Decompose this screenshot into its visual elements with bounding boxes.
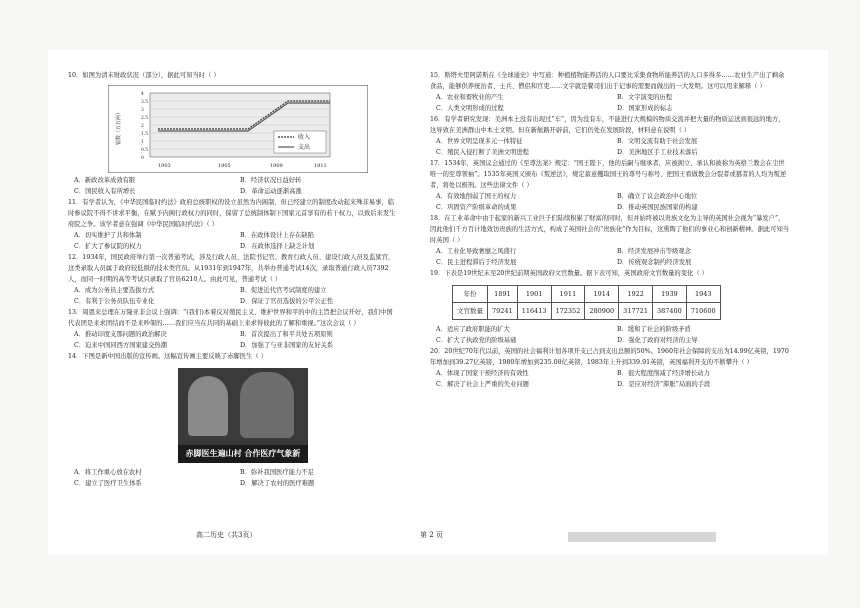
option-b: B．经济发展冲击等级观念	[617, 248, 691, 255]
option-b: B．弥补我国医疗能力不足	[240, 469, 314, 476]
option-b: B．促进近代官考试制度的建立	[240, 287, 327, 294]
redaction-box	[568, 532, 716, 542]
question-14	[68, 351, 398, 489]
options	[430, 136, 790, 158]
table-header-cell: 文官数量	[453, 303, 488, 320]
question-stem: 13．周恩来总理在万隆亚非会议上强调：“(我们)本着反对殖民主义、维护世界和平的中的主旨把会议开好，我们中国代表团是来求团结而不是来吵架的……我们应当在共同的基础上来求得彼此的了解和重视。”这次会议（ ）	[68, 309, 393, 327]
table-cell: 1939	[653, 286, 687, 303]
options	[68, 329, 398, 351]
x-tick: 1911	[314, 163, 327, 169]
question-15	[430, 70, 790, 114]
poster-banner-text: 赤脚医生遍山村 合作医疗气象新	[178, 445, 308, 463]
option-b: B．在政体设计上存在缺陷	[240, 232, 314, 239]
option-a: A．适应了政府职能的扩大	[436, 326, 510, 333]
option-d: D．保证了官员选拔的公平公正性	[240, 298, 334, 305]
table-cell: 1922	[619, 286, 653, 303]
option-a: A．将工作重心放在农村	[74, 469, 142, 476]
option-b: B．经济状况日益好转	[240, 177, 302, 184]
option-a: A．农业和畜牧业的产生	[436, 94, 504, 101]
table-cell: 1901	[517, 286, 551, 303]
y-tick: 3	[141, 108, 144, 113]
options	[430, 324, 790, 346]
option-d: D．加强了与亚非国家的友好关系	[240, 342, 334, 349]
option-a: A．世界文明呈现多元一体特征	[436, 138, 523, 145]
question-stem: 11．有学者认为，《中华民国临时约法》政府总统职权的设立虽然为内阁制，但已经建立的制度改动起来殊非易事，临时参议院不得不讲求平衡，在赋予内阁行政权力的同时，保留了总统制体制下国家元首享有的若干权力，以致后来发生府院之争。该学者意在强调《中华民国临时约法》（ ）	[68, 199, 396, 228]
question-stem: 19．下表是19世纪末至20世纪前期英国政府文官数量。据下表可知，英国政府文官数量的变化（ ）	[430, 270, 708, 277]
options	[68, 230, 398, 252]
option-d: D．解决了农村的医疗难题	[240, 480, 315, 487]
option-d: D．强化了政府对经济的主导	[617, 337, 698, 344]
table-header-cell: 年份	[453, 286, 488, 303]
question-13	[68, 307, 398, 351]
question-10	[68, 70, 398, 197]
option-a: A．工业化导致奢靡之风盛行	[436, 248, 517, 255]
table-cell: 1943	[686, 286, 720, 303]
option-d: D．推动英国民族国家的构建	[617, 204, 698, 211]
right-column	[430, 70, 790, 390]
option-a: A．成为公务员主要选拔方式	[74, 287, 155, 294]
table-cell: 1914	[585, 286, 619, 303]
footer-page-count: 高二历史（共3页）	[196, 531, 257, 539]
option-b: B．文字演变的历程	[617, 94, 673, 101]
options	[430, 368, 790, 390]
y-tick: 3.5	[141, 100, 149, 105]
option-b: B．很大程度削减了经济增长动力	[617, 370, 710, 377]
option-c: C．巩固资产阶级革命的成果	[436, 204, 517, 211]
table-cell: 79241	[488, 303, 518, 320]
y-tick: 2	[141, 124, 144, 129]
question-12	[68, 252, 398, 307]
option-c: C．殖民入侵打断了美洲文明进程	[436, 149, 529, 156]
x-tick: 1903	[158, 163, 171, 169]
option-c: C．迫来中国同西方国家建交热潮	[74, 342, 167, 349]
y-tick: 1	[141, 140, 144, 145]
table-cell: 280900	[585, 303, 619, 320]
option-d: D．传统观念制约经济发展	[617, 259, 692, 266]
option-a: A．体现了国家干预经济的有效性	[436, 370, 529, 377]
y-tick: 4	[141, 92, 144, 97]
option-d: D．是应对经济“滞胀”局面的手段	[617, 381, 711, 388]
table-cell: 1891	[488, 286, 518, 303]
option-d: D．美洲地区手工业技术落后	[617, 149, 698, 156]
question-11	[68, 197, 398, 252]
finance-chart	[108, 85, 368, 173]
table-cell: 710600	[686, 303, 720, 320]
y-axis-label: 银数（万万两）	[116, 109, 122, 145]
options	[430, 191, 790, 213]
finance-chart-svg	[108, 85, 368, 173]
table-cell: 387400	[653, 303, 687, 320]
left-column	[68, 70, 398, 489]
question-stem: 18．在工业革命中由于起家的新兴工业巨子们陆续积累了财富的同时，但并始终被以贵族文化为主导的英国社会视为“暴发户”，因此他们千方百计地效仿贵族的生活方式，构成了英国社会的“贵族化”作为目标，这熏陶了他们的事业心和创新精神。据此可知当时英国（ ）	[430, 215, 790, 244]
option-d: D．国家形成的标志	[617, 105, 673, 112]
option-b: B．文明交流有助于社会发展	[617, 138, 698, 145]
options	[430, 92, 790, 114]
options	[68, 175, 398, 197]
option-c: C．有利于公务员队伍专业化	[74, 298, 155, 305]
barefoot-doctor-poster	[178, 368, 308, 463]
table-cell: 317721	[619, 303, 653, 320]
option-c: C．扩大了执政党的阶级基础	[436, 337, 517, 344]
table-cell: 116413	[517, 303, 551, 320]
x-tick: 1905	[218, 163, 231, 169]
option-c: C．建立了医疗卫生体系	[74, 480, 142, 487]
options	[68, 467, 398, 489]
y-tick: 1.5	[141, 132, 149, 137]
table-cell: 172352	[551, 303, 585, 320]
option-a: A．推动印度支那问题的政治解决	[74, 331, 167, 338]
question-17	[430, 158, 790, 213]
option-a: A．有效地削弱了国王的权力	[436, 193, 517, 200]
question-stem: 17．1534年，英国议会通过的《至尊法案》规定：“国王陛下，他的后嗣与继承者，应被拥立、承认和被称为英格兰教会在尘世唯一的至尊领袖”。1535年英国又颁布《叛逆法》，规定蓄意攫取国王的尊号与称号、把国王看做教会分裂者或篡者的人均为叛逆者，将处以极刑。这些法律文件（ ）	[430, 160, 787, 189]
question-stem: 10．如图为清末财政状况（部分），据此可知当时（ ）	[68, 72, 220, 79]
civil-servant-table	[452, 285, 721, 320]
footer-page-number: 第 2 页	[420, 531, 443, 539]
options	[430, 246, 790, 268]
options	[68, 285, 398, 307]
question-16	[430, 114, 790, 158]
question-20	[430, 346, 790, 390]
option-d: D．在政体选择上缺乏计划	[240, 243, 315, 250]
x-tick: 1909	[270, 163, 283, 169]
option-c: C．民主进程滞后于经济发展	[436, 259, 517, 266]
question-stem: 12．1934年，国民政府举行第一次普通考试，涉及行政人员、法院书记官、教育行政人员、建设行政人员及监狱官，这类录取人员属于政府较低级的技术类官员。从1931年到1947年，共举办普通考试14次，录取普通行政人员7392人，而同一时期的高等考试只录取了官员6210人。由此可见，普通考试（ ）	[68, 254, 395, 283]
y-tick: 0	[141, 156, 144, 161]
question-stem: 20．20世纪70年代以前，英国的社会福利计划各项开支已占到支出总额的50%。1960年社会保障的支出为14.99亿英镑，1970年增加到39.27亿英镑，1980年增加到235.08亿英镑，1983年上升到339.91英镑，英国福利开支的不断攀升（ ）	[430, 348, 789, 366]
poster-figure-doctor	[188, 376, 228, 436]
poster-figure-farmer	[240, 372, 294, 438]
question-stem: 15．斯塔夫里阿诺斯在《全球通史》中写道：种植植物能养活的人口要比采集食物所能养活的人口多得多……农业生产出了剩余食品，能够供养统治者、士兵、僧侣和官吏……文字就是餐司们出于记事的需要而做出的一大发明。这可以用来解释（ ）	[430, 72, 785, 90]
option-c: C．国民收入有所增长	[74, 188, 136, 195]
y-tick: 2.5	[141, 116, 149, 121]
option-c: C．解决了社会上严重的失业问题	[436, 381, 529, 388]
table-row-years	[453, 286, 721, 303]
option-c: C．人类文明形成的过程	[436, 105, 504, 112]
question-19	[430, 268, 790, 346]
table-cell: 1911	[551, 286, 585, 303]
option-a: A．新政改革成效有限	[74, 177, 136, 184]
question-stem: 16．有学者研究发现：美洲本土没有出现过“车”，因为没有车，不能进行大规模的物质交流并把大量的物质运送到很远的地方，这导致在美洲群山中本土文明。但在新航路开辟前，它们仍处在发展阶段，材料意在说明（ ）	[430, 116, 785, 134]
question-18	[430, 213, 790, 268]
option-c: C．扩大了参议院的权力	[74, 243, 142, 250]
option-d: D．革命运动逐渐高涨	[240, 188, 302, 195]
question-stem: 14．下图是新中国出版的宣传画。这幅宣传画主要反映了赤脚医生（ ）	[68, 353, 267, 360]
option-b: B．首次提出了和平共处五项原则	[240, 331, 333, 338]
legend-expense: 支出	[298, 144, 311, 151]
y-tick: 0.5	[141, 148, 149, 153]
legend-income: 收入	[298, 134, 311, 141]
option-a: A．切实维护了共和体制	[74, 232, 142, 239]
option-b: B．确立了议会政治中心地位	[617, 193, 698, 200]
option-b: B．缓和了社会的阶级矛盾	[617, 326, 691, 333]
table-row-counts	[453, 303, 721, 320]
